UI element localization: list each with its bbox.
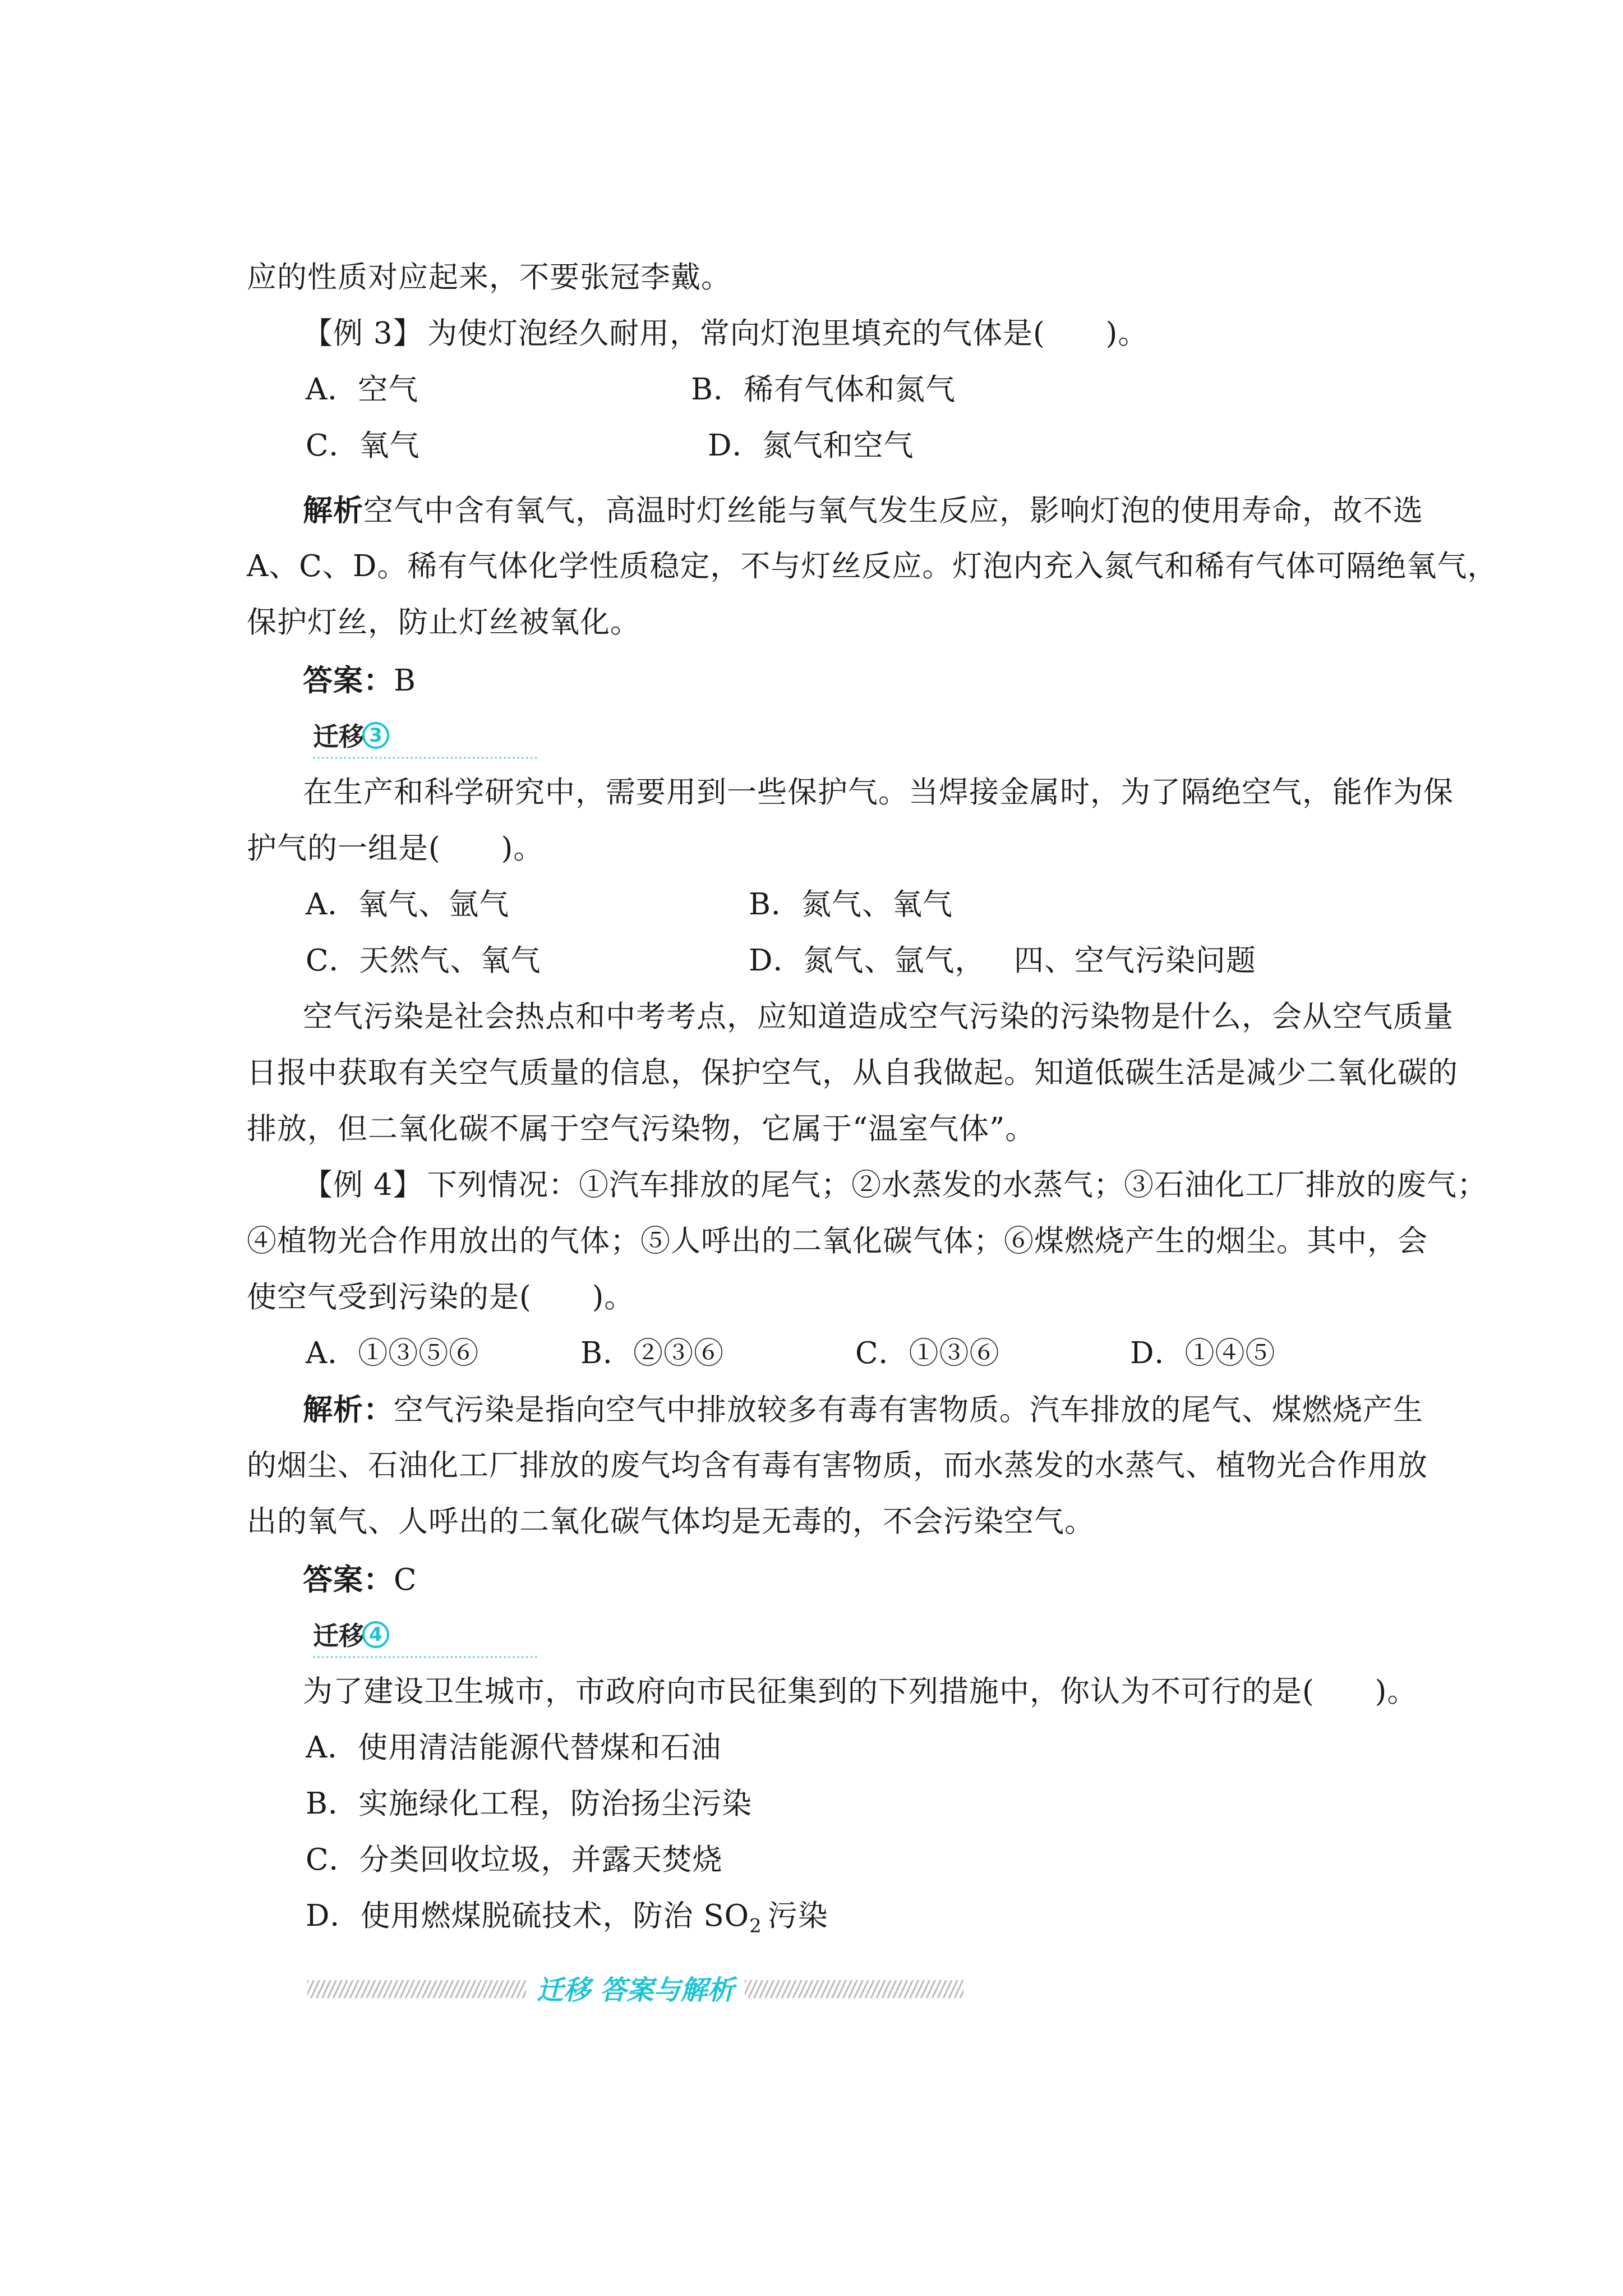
transfer-4-option-b: B．实施绿化工程，防治扬尘污染	[306, 1787, 752, 1821]
banner-hatch-left	[307, 1980, 526, 1998]
analysis-label: 解析	[303, 493, 363, 528]
dotted-underline	[313, 1656, 537, 1658]
example-3-analysis-line-2: A、C、D。稀有气体化学性质稳定，不与灯丝反应。灯泡内充入氮气和稀有气体可隔绝氧气，	[247, 549, 1498, 583]
banner-title: 迁移 答案与解析	[536, 1975, 735, 2006]
example-3-option-d: D．氮气和空气	[708, 429, 914, 463]
section-4-paragraph-line-1: 空气污染是社会热点和中考考点，应知道造成空气污染的污染物是什么，会从空气质量	[303, 1000, 1454, 1034]
transfer-3-question-line-2: 护气的一组是( )。	[247, 831, 544, 866]
transfer-4-heading	[313, 1619, 537, 1658]
example-4-analysis-line-3: 出的氧气、人呼出的二氧化碳气体均是无毒的，不会污染空气。	[247, 1504, 1095, 1539]
example-4-question-line-3: 使空气受到污染的是( )。	[247, 1280, 635, 1314]
example-4-option-a: A．①③⑤⑥	[306, 1336, 479, 1370]
transfer-3-option-c: C．天然气、氧气	[306, 944, 541, 978]
example-4-option-b: B．②③⑥	[580, 1336, 724, 1370]
example-3-option-c: C．氧气	[306, 429, 420, 463]
example-4-question-line-1: 下列情况：①汽车排放的尾气；②水蒸发的水蒸气；③石油化工厂排放的废气；	[427, 1168, 1487, 1202]
example-4-question-line-2: ④植物光合作用放出的气体；⑤人呼出的二氧化碳气体；⑥煤燃烧产生的烟尘。其中，会	[247, 1224, 1428, 1258]
analysis-label: 解析：	[303, 1392, 394, 1427]
section-4-paragraph-line-3: 排放，但二氧化碳不属于空气污染物，它属于“温室气体”。	[247, 1112, 1036, 1146]
example-4-answer: 答案：C	[303, 1562, 417, 1597]
transfer-3-option-d: D．氮气、氩气，	[749, 944, 985, 978]
example-3-question: 为使灯泡经久耐用，常向灯泡里填充的气体是( )。	[427, 316, 1149, 351]
banner-hatch-right	[745, 1980, 963, 1998]
transfer-label: 迁移	[313, 721, 365, 752]
dotted-underline	[313, 757, 537, 759]
section-heading-4: 四、空气污染问题	[1014, 944, 1256, 978]
answer-banner	[307, 1975, 980, 2008]
transfer-4-question: 为了建设卫生城市，市政府向市民征集到的下列措施中，你认为不可行的是( )。	[303, 1674, 1418, 1709]
example-4-analysis-line-2: 的烟尘、石油化工厂排放的废气均含有毒有害物质，而水蒸发的水蒸气、植物光合作用放	[247, 1448, 1428, 1483]
example-3-option-b: B．稀有气体和氮气	[691, 372, 956, 407]
example-3-analysis-line-1: 解析空气中含有氧气，高温时灯丝能与氧气发生反应，影响灯泡的使用寿命，故不选	[303, 493, 1423, 528]
transfer-3-option-a: A．氧气、氩气	[306, 887, 510, 922]
example-3-analysis-line-3: 保护灯丝，防止灯丝被氧化。	[247, 605, 640, 639]
example-4-analysis-line-1: 解析：空气污染是指向空气中排放较多有毒有害物质。汽车排放的尾气、煤燃烧产生	[303, 1392, 1423, 1427]
section-4-paragraph-line-2: 日报中获取有关空气质量的信息，保护空气，从自我做起。知道低碳生活是减少二氧化碳的	[247, 1056, 1458, 1090]
example-3-answer: 答案：B	[303, 663, 416, 698]
circled-number-3: 3	[362, 722, 389, 749]
circled-number-4: 4	[362, 1621, 389, 1648]
transfer-4-option-d: D．使用燃煤脱硫技术，防治 $SO_2$ 污染	[306, 1899, 828, 1938]
example-3-option-a: A．空气	[306, 372, 419, 407]
example-4-option-d: D．①④⑤	[1130, 1336, 1276, 1370]
text-line: 应的性质对应起来，不要张冠李戴。	[247, 260, 731, 295]
transfer-4-option-a: A．使用清洁能源代替煤和石油	[306, 1731, 722, 1765]
transfer-3-heading	[313, 720, 537, 759]
transfer-3-question-line-1: 在生产和科学研究中，需要用到一些保护气。当焊接金属时，为了隔绝空气，能作为保	[303, 775, 1454, 809]
transfer-3-option-b: B．氮气、氧气	[749, 887, 953, 922]
example-4-option-c: C．①③⑥	[855, 1336, 1000, 1370]
example-3-label: 【例 3】	[303, 316, 423, 351]
transfer-label: 迁移	[313, 1621, 365, 1651]
example-4-label: 【例 4】	[303, 1168, 423, 1202]
transfer-4-option-c: C．分类回收垃圾，并露天焚烧	[306, 1843, 723, 1877]
